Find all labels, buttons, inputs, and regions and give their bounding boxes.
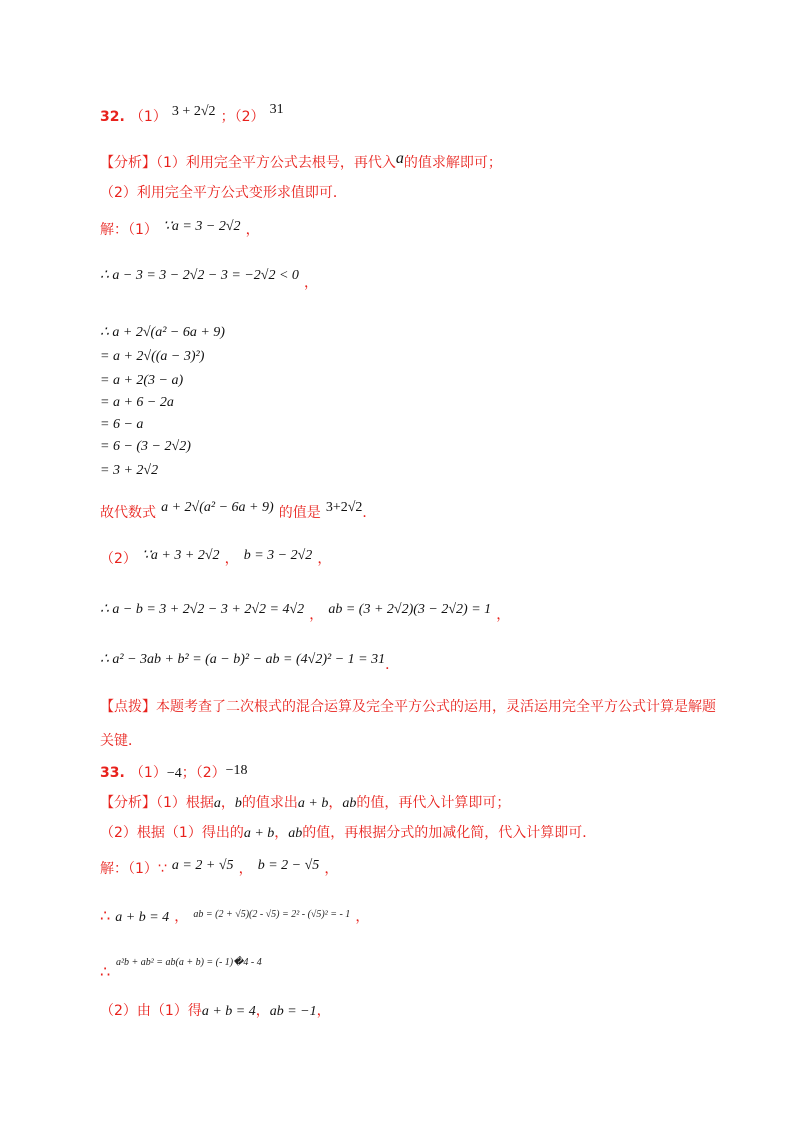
solution33-step2-therefore [100, 962, 110, 981]
chain-step: = a + 2(3 − a) [100, 373, 184, 388]
ab: ab [342, 796, 357, 811]
solution32-given-line [100, 219, 260, 239]
a-plus-b: a + b [243, 826, 275, 841]
solution-label: 解：（1）∵ [100, 861, 167, 877]
conclusion-value: 3+2√2 [325, 500, 363, 515]
remark-text1: 本题考查了二次根式的混合运算及完全平方公式的运用，灵活运用完全平方公式计算是解题 [156, 699, 716, 715]
conclusion-middle: 的值是 [278, 505, 321, 521]
remark32-line1 [100, 696, 716, 716]
solution33-part2 [100, 1000, 331, 1020]
analysis32-line2 [100, 182, 347, 202]
part2-given-b: b = 3 − 2√2 [243, 548, 313, 563]
comma: ， [316, 1003, 331, 1019]
comma: ， [324, 861, 339, 877]
part2-text: （2）由（1）得 [100, 1003, 202, 1019]
comma: ， [255, 1003, 270, 1019]
therefore-symbol: ∴ [100, 906, 111, 925]
expanded-expression: a²b + ab² = ab(a + b) = (- 1)�4 - 4 [116, 957, 262, 968]
solution33-step2-expr [116, 950, 262, 969]
solution32-chain-5 [100, 435, 191, 455]
q33-answer1: −4 [166, 766, 182, 781]
comma: ， [304, 275, 318, 291]
q32-part1-label: （1） [129, 109, 167, 125]
analysis32-line1 [100, 152, 502, 172]
var-b: b [234, 796, 242, 811]
chain-step: = 6 − (3 − 2√2) [100, 439, 191, 454]
solution32-chain-1 [100, 345, 204, 365]
comma: ， [496, 607, 511, 623]
comma: ， [238, 861, 253, 877]
comma: ， [355, 909, 370, 925]
solution33-given-line [100, 858, 338, 878]
chain-step: = 3 + 2√2 [100, 463, 159, 478]
solution32-part2-step1 [100, 598, 511, 623]
solution32-conclusion [100, 502, 376, 522]
q33-part1-label: （1） [129, 765, 167, 781]
q33-separator: ；（2） [181, 765, 226, 781]
analysis-tag: 【分析】 [100, 155, 156, 171]
analysis33-line2 [100, 822, 596, 842]
chain-step: = a + 6 − 2a [100, 395, 174, 410]
analysis33-text2a: （2）根据（1）得出的 [100, 825, 244, 841]
solution32-part2-step2 [100, 648, 400, 673]
analysis33-text1b: 的值求出 [241, 795, 298, 811]
comma: ， [274, 825, 289, 841]
q32-answer2: 31 [269, 102, 284, 117]
part2-a-minus-b: ∴ a − b = 3 + 2√2 − 3 + 2√2 = 4√2 [100, 602, 305, 617]
comma: ， [328, 795, 343, 811]
solution32-step1: ∴ a − 3 = 3 − 2√2 − 3 = −2√2 < 0 [100, 268, 299, 283]
solution32-chain-6 [100, 459, 158, 479]
solution32-given: ∵a = 3 − 2√2 [163, 219, 241, 234]
solution32-chain-3 [100, 391, 174, 411]
q33-answer2: −18 [225, 763, 248, 778]
solution33-step1 [100, 906, 369, 926]
remark-tag: 【点拨】 [100, 699, 156, 715]
product-expression: ab = (2 + √5)(2 - √5) = 2² - (√5)² = - 1 [193, 909, 351, 920]
a-plus-b: a + b [297, 796, 329, 811]
chain-step: = a + 2√((a − 3)²) [100, 349, 205, 364]
analysis33-line1 [100, 792, 510, 812]
solution32-step1-line [100, 264, 318, 291]
comma: ， [309, 607, 324, 623]
analysis32-text1b: 的值求解即可； [403, 155, 502, 171]
conclusion-expression: a + 2√(a² − 6a + 9) [161, 500, 274, 515]
comma: ， [317, 551, 332, 567]
given-a: a = 2 + √5 [171, 858, 234, 873]
solution32-chain-2 [100, 369, 183, 389]
conclusion-prefix: 故代数式 [100, 505, 156, 521]
analysis33-text1c: 的值，再代入计算即可； [356, 795, 511, 811]
chain-step: ∴ a + 2√(a² − 6a + 9) [100, 325, 225, 340]
q32-answer1: 3 + 2√2 [171, 104, 216, 119]
period: ． [385, 657, 400, 673]
solution32-part2-given [100, 548, 331, 568]
given-b: b = 2 − √5 [257, 858, 320, 873]
analysis32-var-a: a [395, 150, 404, 167]
analysis32-text2: （2）利用完全平方公式变形求值即可． [100, 185, 347, 201]
part2-result: ∴ a² − 3ab + b² = (a − b)² − ab = (4√2)² − 1 = 31 [100, 652, 386, 667]
sum-expression: a + b = 4 [115, 910, 170, 925]
comma: ， [220, 795, 235, 811]
part2-ab: ab = (3 + 2√2)(3 − 2√2) = 1 [328, 602, 492, 617]
var-a: a [213, 796, 221, 811]
therefore-symbol: ∴ [100, 962, 111, 981]
period: ． [362, 505, 377, 521]
solution-label: 解：（1） [100, 222, 158, 238]
remark-text2: 关键． [100, 733, 142, 749]
analysis-tag: 【分析】 [100, 795, 156, 811]
q32-number: 32. [100, 109, 125, 125]
q33-number: 33. [100, 765, 125, 781]
analysis33-text2b: 的值，再根据分式的加减化简，代入计算即可． [302, 825, 597, 841]
analysis33-text1a: （1）根据 [156, 795, 214, 811]
part2-label: （2） [100, 551, 137, 567]
solution32-chain-0 [100, 321, 225, 341]
analysis32-text1a: （1）利用完全平方公式去根号，再代入 [156, 155, 396, 171]
part2-given-a: ∵a + 3 + 2√2 [142, 548, 220, 563]
ab: ab [288, 826, 303, 841]
comma: ， [245, 222, 260, 238]
comma: ， [224, 551, 239, 567]
remark32-line2 [100, 730, 142, 750]
q33-answer-line [100, 762, 248, 782]
q32-separator: ；（2） [220, 109, 265, 125]
part2-sum: a + b = 4 [201, 1004, 256, 1019]
chain-step: = 6 − a [100, 417, 144, 432]
q32-answer-line [100, 102, 284, 126]
comma: ， [174, 909, 189, 925]
solution32-chain-4 [100, 413, 143, 433]
part2-product: ab = −1 [269, 1004, 317, 1019]
